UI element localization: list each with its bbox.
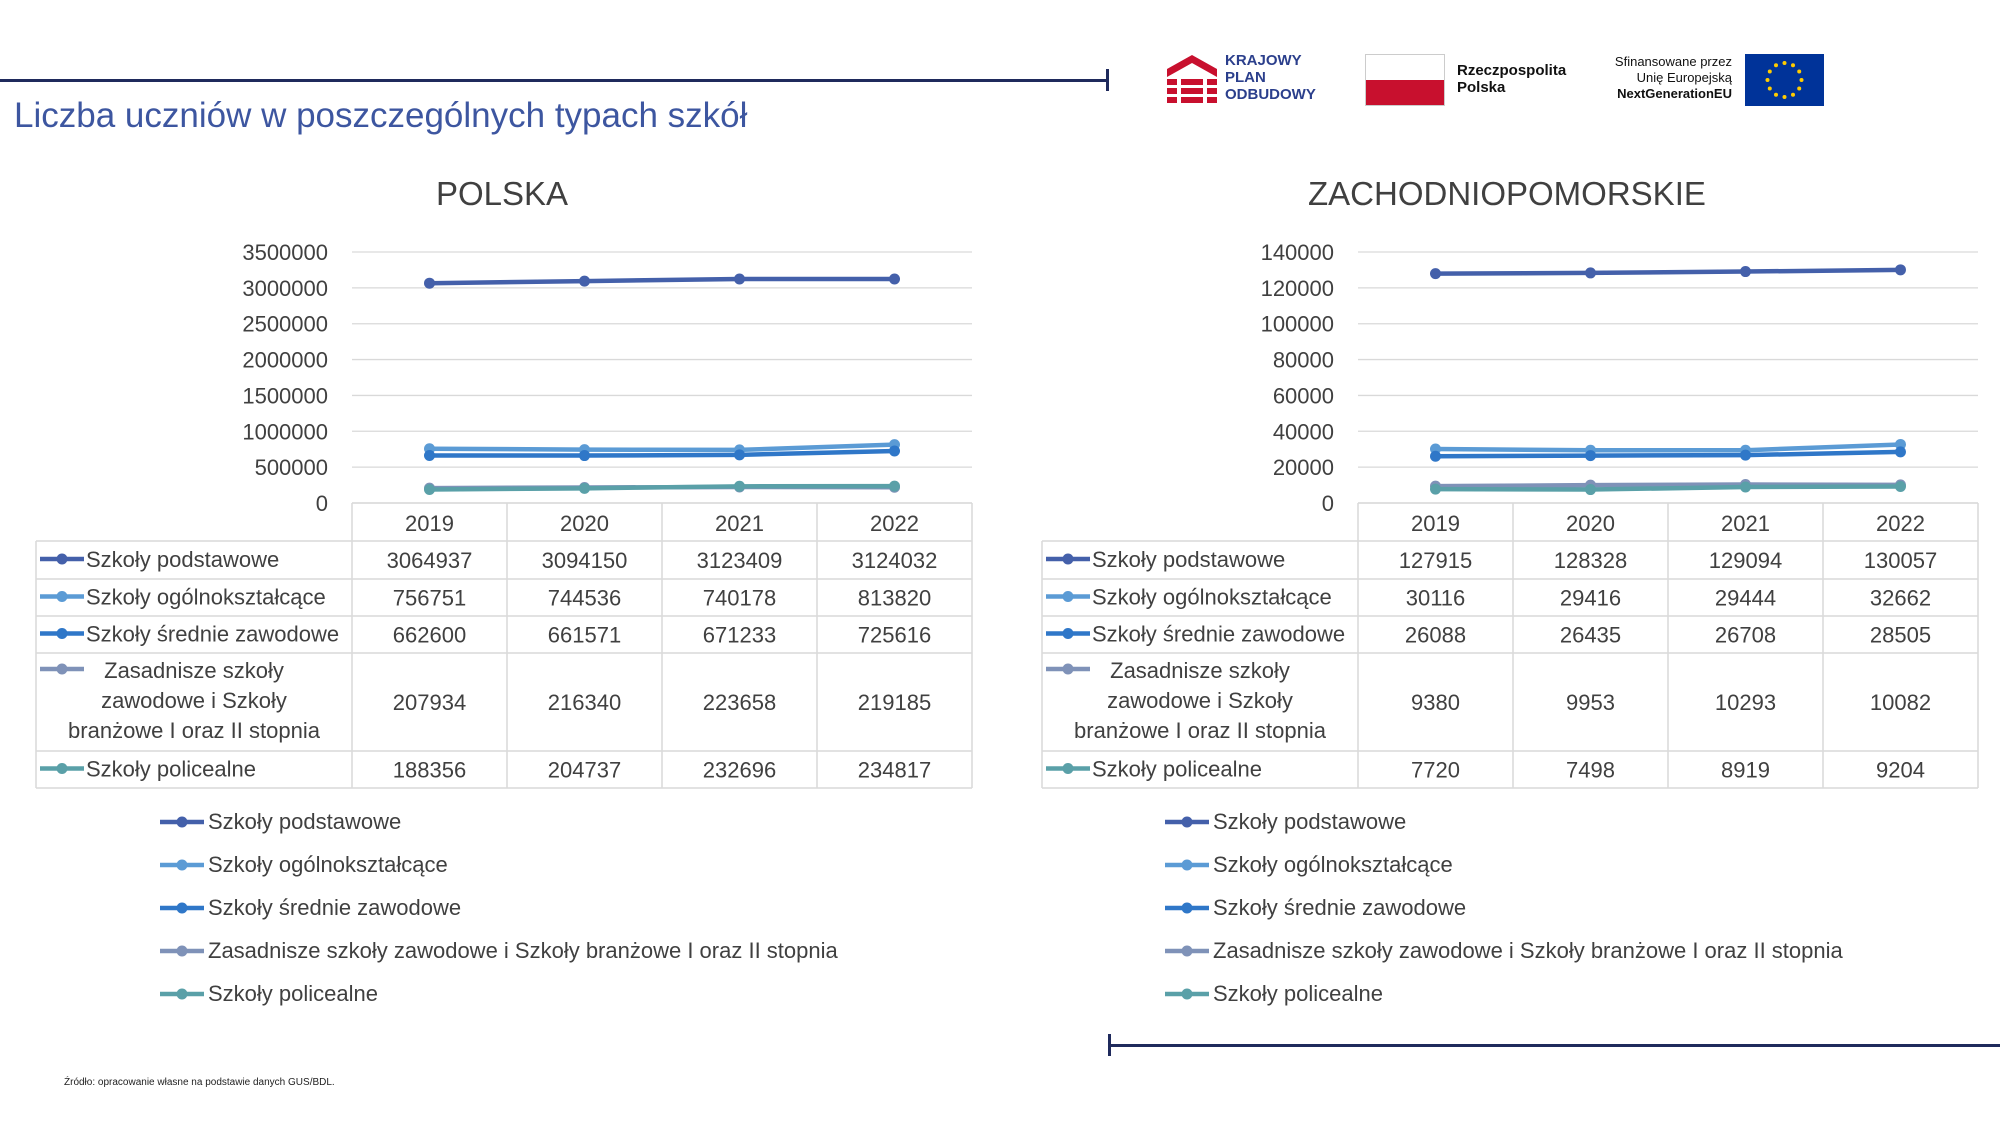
legend-label: Szkoły podstawowe — [208, 808, 402, 834]
data-point — [889, 273, 900, 284]
y-tick-label: 60000 — [1272, 383, 1334, 409]
eu-star-icon — [1783, 61, 1787, 65]
table-legend-key-marker — [1063, 628, 1074, 639]
table-legend-key-marker — [57, 664, 68, 675]
table-legend-key-marker — [1063, 763, 1074, 774]
table-row-label: zawodowe i Szkoły — [101, 688, 287, 713]
table-cell-value: 28505 — [1869, 622, 1932, 648]
legend-label: Szkoły policealne — [1213, 980, 1383, 1006]
table-row-label: Szkoły policealne — [86, 756, 256, 782]
legend-item — [158, 800, 838, 843]
legend-item — [1163, 843, 1843, 886]
table-legend-key-marker — [57, 628, 68, 639]
table-cell-value: 7720 — [1411, 757, 1460, 783]
x-tick-label: 2021 — [1721, 511, 1770, 536]
data-point — [1585, 450, 1596, 461]
legend-key — [158, 858, 206, 872]
table-cell-value: 223658 — [702, 690, 777, 715]
chart-polska — [34, 175, 984, 795]
data-point — [1895, 481, 1906, 492]
table-row-label: Zasadnisze szkoły — [1110, 658, 1290, 683]
table-cell-value: 32662 — [1869, 585, 1932, 611]
bottom-accent-line — [1110, 1044, 2000, 1047]
legend-key — [1163, 987, 1211, 1001]
table-cell-value: 10082 — [1869, 690, 1932, 715]
table-row-label: Zasadnisze szkoły — [104, 658, 284, 683]
table-cell-value: 234817 — [857, 757, 932, 783]
x-tick-label: 2019 — [405, 511, 454, 536]
legend-label: Szkoły średnie zawodowe — [1213, 894, 1467, 920]
x-tick-label: 2019 — [1411, 511, 1460, 536]
table-legend-key-marker — [1063, 591, 1074, 602]
table-cell-value: 207934 — [392, 690, 467, 715]
top-accent-tick — [1106, 69, 1109, 91]
table-legend-key-marker — [57, 763, 68, 774]
kpo-logo-icon — [1165, 53, 1219, 107]
eu-star-icon — [1800, 78, 1804, 82]
table-row-label: Szkoły podstawowe — [1092, 547, 1286, 572]
data-point — [579, 483, 590, 494]
table-cell-value: 8919 — [1721, 757, 1770, 783]
source-note: Źródło: opracowanie własne na podstawie danych GUS/BDL. — [64, 1077, 335, 1088]
eu-star-icon — [1797, 70, 1801, 74]
table-cell-value: 744536 — [547, 585, 622, 611]
data-point — [734, 274, 745, 285]
series-line — [430, 279, 895, 283]
table-cell-value: 26088 — [1404, 622, 1467, 648]
eu-star-icon — [1797, 87, 1801, 91]
data-point — [424, 450, 435, 461]
y-tick-label: 1000000 — [242, 419, 328, 445]
table-row-label: Szkoły średnie zawodowe — [1092, 621, 1346, 647]
legend-key — [1163, 944, 1211, 958]
table-row-label: branżowe I oraz II stopnia — [68, 718, 320, 743]
data-point — [889, 481, 900, 492]
table-cell-value: 30116 — [1405, 585, 1466, 611]
legend-key — [1163, 858, 1211, 872]
legend-item — [1163, 886, 1843, 929]
y-tick-label: 0 — [1321, 491, 1334, 516]
table-legend-key-marker — [1063, 664, 1074, 675]
eu-flag-icon — [1745, 54, 1824, 106]
legend-key — [158, 815, 206, 829]
y-tick-label: 20000 — [1272, 455, 1334, 481]
data-point — [424, 484, 435, 495]
table-row-label: Szkoły podstawowe — [86, 547, 280, 572]
data-point — [734, 481, 745, 492]
table-row-label: Szkoły policealne — [1092, 756, 1262, 782]
table-legend-key-marker — [57, 554, 68, 565]
y-tick-label: 80000 — [1272, 347, 1334, 373]
table-cell-value: 10293 — [1714, 690, 1777, 715]
table-legend-key-marker — [1063, 554, 1074, 565]
series-line — [1436, 452, 1901, 456]
data-point — [1430, 451, 1441, 462]
chart-legend-polska — [158, 800, 838, 1015]
table-cell-value: 26708 — [1714, 622, 1777, 648]
table-cell-value: 29416 — [1559, 585, 1622, 611]
table-cell-value: 662600 — [392, 622, 467, 648]
table-cell-value: 26435 — [1559, 622, 1622, 648]
table-legend-key-marker — [57, 591, 68, 602]
table-cell-value: 725616 — [857, 622, 932, 648]
table-cell-value: 3123409 — [696, 548, 783, 573]
table-cell-value: 188356 — [392, 757, 467, 783]
table-cell-value: 216340 — [547, 690, 622, 715]
eu-logo-text: Sfinansowane przez Unię Europejską NextGenerationEU — [1614, 54, 1732, 101]
table-cell-value: 219185 — [857, 690, 932, 715]
chart-zachodniopomorskie — [1040, 175, 1990, 795]
series-line — [430, 445, 895, 450]
chart-title: POLSKA — [436, 175, 569, 212]
series-line — [1436, 270, 1901, 274]
legend-key — [1163, 901, 1211, 915]
series-line — [1436, 444, 1901, 450]
top-accent-line — [0, 79, 1108, 82]
x-tick-label: 2021 — [715, 511, 764, 536]
chart-plot — [34, 175, 984, 795]
table-cell-value: 661571 — [547, 622, 622, 648]
legend-key — [1163, 815, 1211, 829]
eu-star-icon — [1774, 63, 1778, 67]
table-cell-value: 7498 — [1566, 757, 1615, 783]
y-tick-label: 140000 — [1260, 240, 1334, 265]
table-row-label: Szkoły ogólnokształcące — [86, 584, 326, 610]
eu-star-icon — [1766, 78, 1770, 82]
y-tick-label: 40000 — [1272, 419, 1334, 445]
table-row-label: Szkoły ogólnokształcące — [1092, 584, 1332, 610]
y-tick-label: 1500000 — [242, 383, 328, 409]
table-cell-value: 232696 — [702, 757, 777, 783]
table-cell-value: 3124032 — [851, 548, 938, 573]
data-point — [1740, 482, 1751, 493]
legend-label: Szkoły średnie zawodowe — [208, 894, 462, 920]
table-cell-value: 9204 — [1876, 757, 1925, 783]
legend-item — [158, 843, 838, 886]
table-cell-value: 127915 — [1398, 548, 1473, 573]
table-cell-value: 740178 — [702, 585, 777, 611]
data-point — [889, 445, 900, 456]
table-cell-value: 9953 — [1566, 690, 1615, 715]
legend-label: Szkoły ogólnokształcące — [208, 851, 448, 877]
table-row-label: Szkoły średnie zawodowe — [86, 621, 340, 647]
data-point — [1895, 446, 1906, 457]
legend-label: Szkoły podstawowe — [1213, 808, 1407, 834]
y-tick-label: 0 — [315, 491, 328, 516]
chart-legend-zachodniopomorskie — [1163, 800, 1843, 1015]
y-tick-label: 120000 — [1260, 275, 1334, 301]
rp-logo-text: Rzeczpospolita Polska — [1457, 62, 1567, 96]
data-point — [1585, 484, 1596, 495]
x-tick-label: 2022 — [870, 511, 919, 536]
table-cell-value: 130057 — [1863, 548, 1938, 573]
eu-star-icon — [1768, 87, 1772, 91]
x-tick-label: 2020 — [560, 511, 609, 536]
legend-key — [158, 987, 206, 1001]
table-cell-value: 9380 — [1411, 690, 1460, 715]
legend-label: Zasadnisze szkoły zawodowe i Szkoły branżowe I oraz II stopnia — [1213, 937, 1843, 963]
legend-key — [158, 944, 206, 958]
legend-item — [1163, 929, 1843, 972]
y-tick-label: 3000000 — [242, 275, 328, 301]
data-point — [1740, 450, 1751, 461]
data-point — [1430, 484, 1441, 495]
data-point — [579, 450, 590, 461]
table-cell-value: 29444 — [1714, 585, 1777, 611]
poland-flag-icon — [1365, 54, 1445, 106]
eu-star-icon — [1768, 70, 1772, 74]
data-point — [1740, 266, 1751, 277]
table-cell-value: 813820 — [857, 585, 932, 611]
y-tick-label: 3500000 — [242, 240, 328, 265]
y-tick-label: 100000 — [1260, 311, 1334, 337]
data-point — [579, 276, 590, 287]
eu-star-icon — [1774, 93, 1778, 97]
data-point — [1585, 267, 1596, 278]
page-title: Liczba uczniów w poszczególnych typach szkół — [14, 96, 748, 135]
data-point — [1430, 268, 1441, 279]
table-cell-value: 129094 — [1708, 548, 1783, 573]
table-cell-value: 204737 — [547, 757, 622, 783]
eu-star-icon — [1791, 93, 1795, 97]
y-tick-label: 500000 — [254, 455, 328, 481]
chart-title: ZACHODNIOPOMORSKIE — [1308, 175, 1706, 212]
legend-item — [1163, 972, 1843, 1015]
table-cell-value: 671233 — [702, 622, 777, 648]
y-tick-label: 2500000 — [242, 311, 328, 337]
x-tick-label: 2022 — [1876, 511, 1925, 536]
table-cell-value: 128328 — [1553, 548, 1628, 573]
table-cell-value: 3064937 — [386, 548, 473, 573]
table-cell-value: 756751 — [392, 585, 467, 611]
x-tick-label: 2020 — [1566, 511, 1615, 536]
table-row-label: branżowe I oraz II stopnia — [1074, 718, 1326, 743]
legend-item — [158, 972, 838, 1015]
eu-star-icon — [1783, 95, 1787, 99]
legend-label: Szkoły ogólnokształcące — [1213, 851, 1453, 877]
bottom-accent-tick — [1108, 1034, 1111, 1056]
y-tick-label: 2000000 — [242, 347, 328, 373]
chart-plot — [1040, 175, 1990, 795]
legend-key — [158, 901, 206, 915]
data-point — [424, 278, 435, 289]
kpo-logo-text: KRAJOWY PLAN ODBUDOWY — [1225, 52, 1316, 103]
table-row-label: zawodowe i Szkoły — [1107, 688, 1293, 713]
legend-label: Szkoły policealne — [208, 980, 378, 1006]
legend-label: Zasadnisze szkoły zawodowe i Szkoły branżowe I oraz II stopnia — [208, 937, 838, 963]
data-point — [1895, 264, 1906, 275]
legend-item — [158, 929, 838, 972]
eu-star-icon — [1791, 63, 1795, 67]
data-point — [734, 449, 745, 460]
legend-item — [158, 886, 838, 929]
table-cell-value: 3094150 — [541, 548, 628, 573]
legend-item — [1163, 800, 1843, 843]
